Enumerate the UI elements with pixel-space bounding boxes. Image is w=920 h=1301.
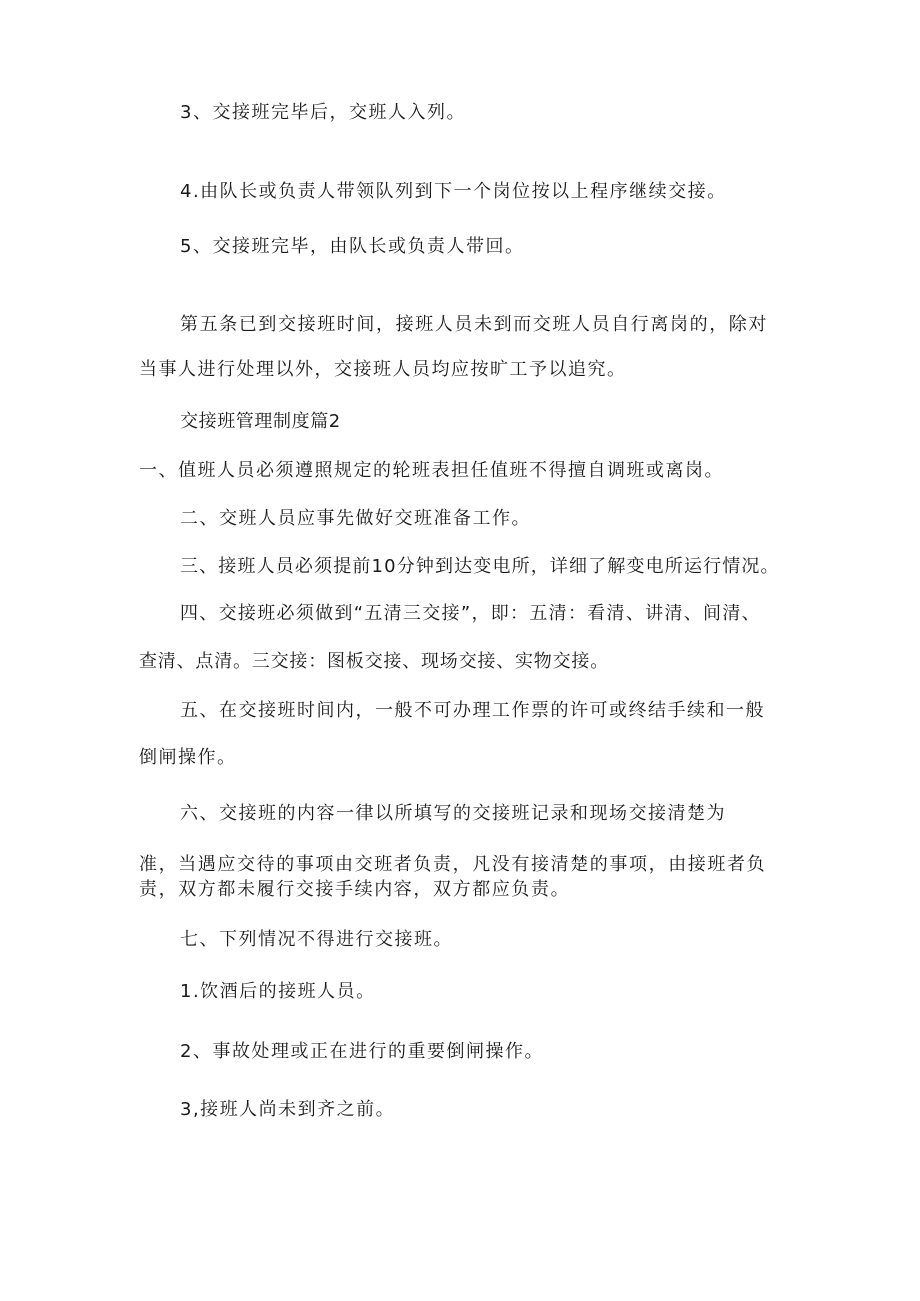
rule-5-line-2: 倒闸操作。: [139, 747, 237, 768]
rule-7-item-1: 1.饮酒后的接班人员。: [180, 981, 376, 1002]
rule-7: 七、下列情况不得进行交接班。: [180, 929, 453, 950]
rule-6-line-1: 六、交接班的内容一律以所填写的交接班记录和现场交接清楚为: [180, 803, 726, 824]
rule-7-item-2: 2、事故处理或正在进行的重要倒闸操作。: [180, 1041, 544, 1062]
rule-5-line-1: 五、在交接班时间内，一般不可办理工作票的许可或终结手续和一般: [180, 700, 765, 721]
rule-4-line-2: 查清、点清。三交接：图板交接、现场交接、实物交接。: [139, 651, 609, 672]
rule-6-line-2: 准，当遇应交待的事项由交班者负责，凡没有接清楚的事项，由接班者负: [139, 854, 767, 875]
list-item-3-handover-done: 3、交接班完毕后，交班人入列。: [180, 102, 466, 123]
list-item-5-lead-back: 5、交接班完毕，由队长或负责人带回。: [180, 236, 525, 257]
article-5-paragraph-line-1: 第五条已到交接班时间，接班人员未到而交班人员自行离岗的，除对: [180, 314, 768, 335]
list-item-4-next-post: 4.由队长或负责人带领队列到下一个岗位按以上程序继续交接。: [180, 181, 727, 202]
rule-2: 二、交班人员应事先做好交班准备工作。: [180, 508, 531, 529]
rule-4-line-1: 四、交接班必须做到“五清三交接”，即：五清：看清、讲清、间清、: [180, 603, 761, 624]
rule-7-item-3: 3,接班人尚未到齐之前。: [180, 1099, 396, 1120]
rule-6-line-3: 责，双方都未履行交接手续内容，双方都应负责。: [139, 879, 571, 900]
rule-1: 一、值班人员必须遵照规定的轮班表担任值班不得擅自调班或离岗。: [139, 460, 724, 481]
article-5-paragraph-line-2: 当事人进行处理以外，交接班人员均应按旷工予以追究。: [139, 359, 627, 380]
section-heading: 交接班管理制度篇2: [180, 411, 341, 432]
rule-3: 三、接班人员必须提前10分钟到达变电所，详细了解变电所运行情况。: [180, 556, 780, 577]
